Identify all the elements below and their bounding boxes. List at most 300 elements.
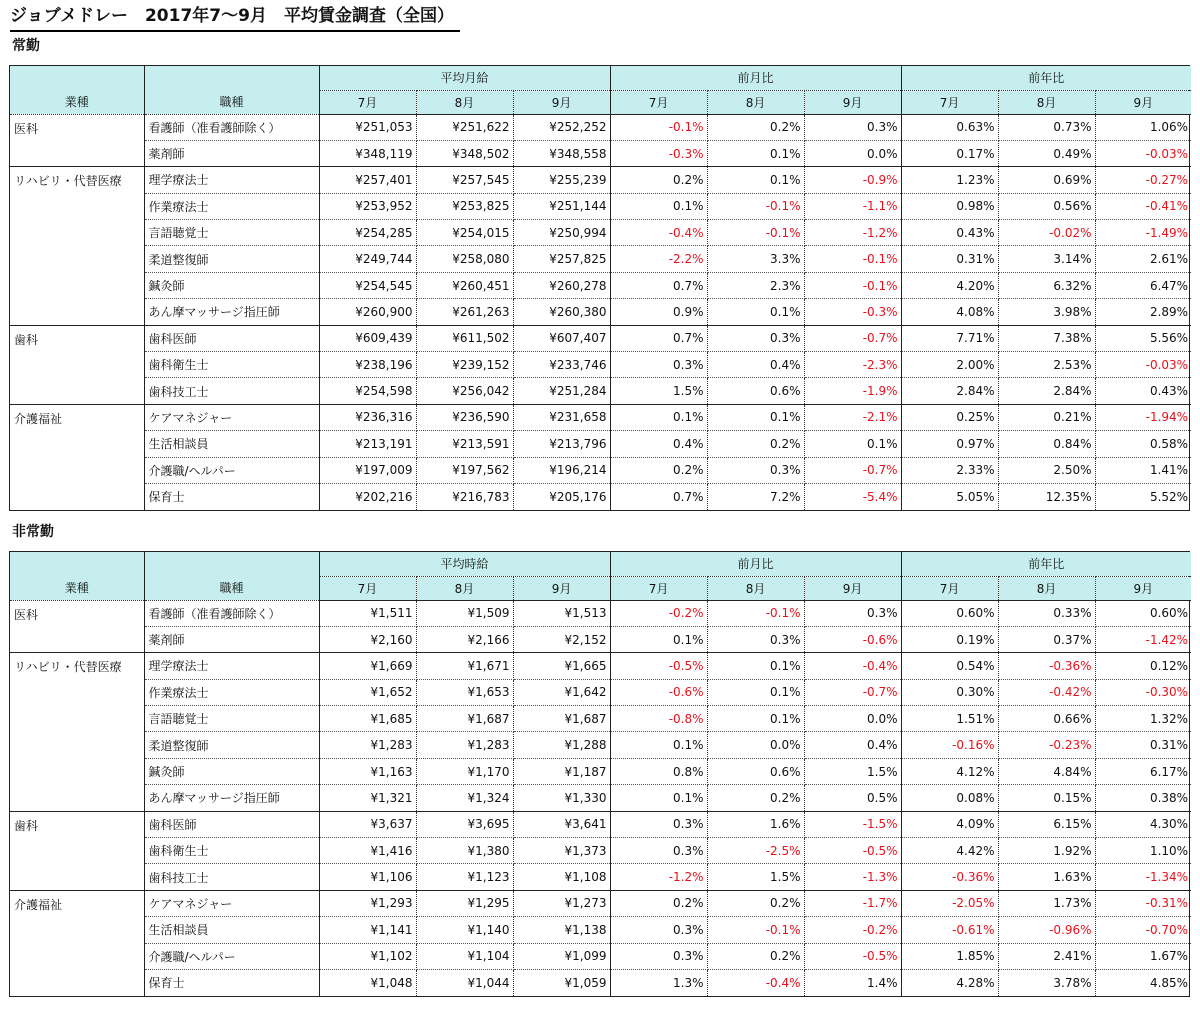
industry-cell [10,706,144,732]
mom-cell: 0.2% [707,890,804,916]
yoy-cell: 1.32% [1095,706,1191,732]
fulltime-table-wrapper [9,65,1190,511]
mom-cell: -1.7% [804,890,901,916]
job-cell: 柔道整復師 [144,732,319,758]
mom-cell: -2.3% [804,352,901,378]
wage-cell: ¥254,545 [319,272,416,298]
mom-cell: 0.1% [707,679,804,705]
yoy-cell: 2.33% [901,457,998,483]
industry-cell [10,917,144,943]
yoy-cell: 6.17% [1095,758,1191,784]
mom-cell: 0.3% [610,352,707,378]
mom-cell: 0.7% [610,272,707,298]
mom-cell: 1.4% [804,969,901,995]
yoy-cell: 0.33% [998,600,1095,626]
header-month: 9月 [1095,90,1191,114]
wage-cell: ¥239,152 [416,352,513,378]
yoy-cell: 0.21% [998,404,1095,430]
wage-cell: ¥254,285 [319,220,416,246]
mom-cell: -0.6% [804,626,901,652]
mom-cell: 0.0% [804,706,901,732]
mom-cell: 0.1% [610,626,707,652]
job-cell: 歯科衛生士 [144,838,319,864]
wage-cell: ¥254,598 [319,378,416,404]
header-yoy: 前年比 [901,66,1191,90]
yoy-cell: 0.25% [901,404,998,430]
mom-cell: 0.1% [707,653,804,679]
wage-cell: ¥251,284 [513,378,610,404]
section-title-parttime: 非常勤 [12,524,54,540]
table-row [10,272,1191,298]
yoy-cell: 6.47% [1095,272,1191,298]
wage-cell: ¥254,015 [416,220,513,246]
mom-cell: -0.1% [610,114,707,140]
mom-cell: 0.7% [610,483,707,509]
yoy-cell: 2.89% [1095,299,1191,325]
header-month: 7月 [901,90,998,114]
yoy-cell: -1.34% [1095,864,1191,890]
yoy-cell: -0.23% [998,732,1095,758]
mom-cell: 0.3% [610,917,707,943]
wage-cell: ¥348,502 [416,140,513,166]
industry-cell [10,352,144,378]
wage-cell: ¥3,637 [319,811,416,837]
wage-cell: ¥261,263 [416,299,513,325]
yoy-cell: 1.67% [1095,943,1191,969]
wage-cell: ¥1,138 [513,917,610,943]
wage-cell: ¥258,080 [416,246,513,272]
job-cell: 介護職/ヘルパー [144,457,319,483]
industry-cell [10,626,144,652]
wage-cell: ¥1,642 [513,679,610,705]
wage-cell: ¥3,641 [513,811,610,837]
header-mom: 前月比 [610,552,901,576]
table-row [10,140,1191,166]
mom-cell: 0.2% [610,167,707,193]
mom-cell: 0.3% [610,811,707,837]
wage-cell: ¥256,042 [416,378,513,404]
wage-cell: ¥205,176 [513,483,610,509]
table-row [10,167,1191,193]
industry-cell: 医科 [10,600,144,626]
mom-cell: 0.3% [610,943,707,969]
table-row [10,114,1191,140]
wage-cell: ¥1,283 [319,732,416,758]
wage-cell: ¥257,545 [416,167,513,193]
mom-cell: -0.7% [804,325,901,351]
wage-cell: ¥1,653 [416,679,513,705]
header-month: 8月 [707,576,804,600]
wage-cell: ¥1,511 [319,600,416,626]
mom-cell: -0.4% [610,220,707,246]
mom-cell: -0.8% [610,706,707,732]
job-cell: 理学療法士 [144,167,319,193]
wage-cell: ¥1,295 [416,890,513,916]
mom-cell: 0.9% [610,299,707,325]
header-month: 7月 [319,90,416,114]
industry-cell [10,457,144,483]
yoy-cell: 2.00% [901,352,998,378]
mom-cell: 0.3% [610,838,707,864]
yoy-cell: 2.61% [1095,246,1191,272]
wage-cell: ¥251,622 [416,114,513,140]
mom-cell: 1.5% [707,864,804,890]
yoy-cell: -0.96% [998,917,1095,943]
mom-cell: 3.3% [707,246,804,272]
yoy-cell: -1.94% [1095,404,1191,430]
yoy-cell: 1.51% [901,706,998,732]
wage-cell: ¥1,283 [416,732,513,758]
wage-cell: ¥260,451 [416,272,513,298]
wage-cell: ¥348,558 [513,140,610,166]
mom-cell: 0.2% [707,943,804,969]
yoy-cell: 2.84% [998,378,1095,404]
wage-cell: ¥1,669 [319,653,416,679]
header-wage: 平均時給 [319,552,610,576]
table-row [10,404,1191,430]
mom-cell: 0.0% [707,732,804,758]
yoy-cell: 3.78% [998,969,1095,995]
table-row [10,864,1191,890]
industry-cell [10,864,144,890]
yoy-cell: 0.31% [901,246,998,272]
mom-cell: 0.3% [707,626,804,652]
yoy-cell: 5.56% [1095,325,1191,351]
wage-cell: ¥231,658 [513,404,610,430]
yoy-cell: 0.08% [901,785,998,811]
mom-cell: 1.5% [804,758,901,784]
yoy-cell: 0.38% [1095,785,1191,811]
mom-cell: 0.1% [610,193,707,219]
table-row [10,600,1191,626]
yoy-cell: 0.17% [901,140,998,166]
mom-cell: 0.1% [707,167,804,193]
industry-cell [10,431,144,457]
mom-cell: 0.2% [707,431,804,457]
wage-cell: ¥1,273 [513,890,610,916]
yoy-cell: 1.10% [1095,838,1191,864]
mom-cell: 0.2% [610,457,707,483]
wage-cell: ¥233,746 [513,352,610,378]
job-cell: 生活相談員 [144,917,319,943]
header-industry: 業種 [10,552,144,600]
wage-cell: ¥1,685 [319,706,416,732]
wage-cell: ¥253,952 [319,193,416,219]
table-row [10,352,1191,378]
mom-cell: -0.1% [804,272,901,298]
mom-cell: -1.2% [804,220,901,246]
yoy-cell: 0.12% [1095,653,1191,679]
yoy-cell: -0.36% [998,653,1095,679]
yoy-cell: 0.63% [901,114,998,140]
mom-cell: -0.1% [707,917,804,943]
yoy-cell: 0.37% [998,626,1095,652]
wage-cell: ¥1,106 [319,864,416,890]
mom-cell: -2.2% [610,246,707,272]
yoy-cell: 0.97% [901,431,998,457]
mom-cell: 7.2% [707,483,804,509]
mom-cell: 0.7% [610,325,707,351]
wage-cell: ¥1,665 [513,653,610,679]
wage-cell: ¥236,590 [416,404,513,430]
wage-cell: ¥197,009 [319,457,416,483]
mom-cell: 0.4% [610,431,707,457]
mom-cell: -0.7% [804,457,901,483]
mom-cell: -0.5% [610,653,707,679]
mom-cell: 0.2% [707,785,804,811]
mom-cell: 1.3% [610,969,707,995]
mom-cell: -5.4% [804,483,901,509]
industry-cell: 介護福祉 [10,890,144,916]
yoy-cell: 3.98% [998,299,1095,325]
mom-cell: -2.1% [804,404,901,430]
job-cell: 歯科医師 [144,811,319,837]
header-month: 8月 [416,576,513,600]
wage-cell: ¥1,048 [319,969,416,995]
industry-cell [10,679,144,705]
mom-cell: -1.2% [610,864,707,890]
yoy-cell: -1.42% [1095,626,1191,652]
yoy-cell: 1.63% [998,864,1095,890]
header-month: 9月 [513,90,610,114]
yoy-cell: 6.15% [998,811,1095,837]
wage-cell: ¥1,687 [513,706,610,732]
mom-cell: 0.1% [804,431,901,457]
header-job: 職種 [144,552,319,600]
wage-cell: ¥197,562 [416,457,513,483]
yoy-cell: 0.56% [998,193,1095,219]
wage-cell: ¥202,216 [319,483,416,509]
header-month: 9月 [804,90,901,114]
header-month: 8月 [998,576,1095,600]
wage-cell: ¥1,288 [513,732,610,758]
yoy-cell: 1.73% [998,890,1095,916]
yoy-cell: -1.49% [1095,220,1191,246]
page-title: ジョブメドレー 2017年7〜9月 平均賃金調査（全国） [10,4,460,32]
yoy-cell: -0.16% [901,732,998,758]
mom-cell: 0.0% [804,140,901,166]
wage-cell: ¥260,278 [513,272,610,298]
job-cell: 歯科技工士 [144,864,319,890]
mom-cell: -0.4% [707,969,804,995]
mom-cell: 0.1% [707,140,804,166]
wage-cell: ¥257,825 [513,246,610,272]
table-row [10,706,1191,732]
industry-cell [10,140,144,166]
yoy-cell: 0.98% [901,193,998,219]
mom-cell: 0.6% [707,378,804,404]
industry-cell: リハビリ・代替医療 [10,167,144,193]
table-row [10,785,1191,811]
table-row [10,917,1191,943]
header-month: 9月 [513,576,610,600]
table-row [10,431,1191,457]
yoy-cell: 0.58% [1095,431,1191,457]
industry-cell: 歯科 [10,811,144,837]
yoy-cell: 6.32% [998,272,1095,298]
yoy-cell: -0.36% [901,864,998,890]
wage-cell: ¥3,695 [416,811,513,837]
yoy-cell: 7.71% [901,325,998,351]
yoy-cell: -0.42% [998,679,1095,705]
table-row [10,378,1191,404]
industry-cell [10,193,144,219]
wage-cell: ¥1,059 [513,969,610,995]
wage-cell: ¥250,994 [513,220,610,246]
yoy-cell: 0.43% [901,220,998,246]
wage-cell: ¥238,196 [319,352,416,378]
job-cell: 作業療法士 [144,193,319,219]
wage-cell: ¥1,187 [513,758,610,784]
table-row [10,193,1191,219]
yoy-cell: 0.60% [1095,600,1191,626]
job-cell: 鍼灸師 [144,272,319,298]
wage-cell: ¥2,166 [416,626,513,652]
wage-cell: ¥1,321 [319,785,416,811]
wage-cell: ¥251,144 [513,193,610,219]
wage-cell: ¥260,380 [513,299,610,325]
industry-cell: リハビリ・代替医療 [10,653,144,679]
table-row [10,890,1191,916]
mom-cell: -1.1% [804,193,901,219]
job-cell: ケアマネジャー [144,404,319,430]
table-row [10,838,1191,864]
job-cell: 保育士 [144,483,319,509]
mom-cell: -2.5% [707,838,804,864]
wage-cell: ¥609,439 [319,325,416,351]
wage-cell: ¥1,380 [416,838,513,864]
yoy-cell: -0.41% [1095,193,1191,219]
wage-cell: ¥1,293 [319,890,416,916]
job-cell: 生活相談員 [144,431,319,457]
job-cell: 言語聴覚士 [144,220,319,246]
parttime-table-wrapper [9,551,1190,997]
wage-cell: ¥260,900 [319,299,416,325]
yoy-cell: -2.05% [901,890,998,916]
yoy-cell: 4.08% [901,299,998,325]
yoy-cell: -0.02% [998,220,1095,246]
yoy-cell: 0.84% [998,431,1095,457]
yoy-cell: 12.35% [998,483,1095,509]
yoy-cell: 1.06% [1095,114,1191,140]
section-title-fulltime: 常勤 [12,38,40,54]
table-row [10,943,1191,969]
table-row [10,732,1191,758]
industry-cell [10,943,144,969]
job-cell: 薬剤師 [144,140,319,166]
job-cell: 歯科技工士 [144,378,319,404]
wage-cell: ¥1,044 [416,969,513,995]
mom-cell: 2.3% [707,272,804,298]
yoy-cell: 0.69% [998,167,1095,193]
mom-cell: -0.1% [804,246,901,272]
yoy-cell: -0.27% [1095,167,1191,193]
mom-cell: 0.1% [707,404,804,430]
industry-cell [10,272,144,298]
job-cell: ケアマネジャー [144,890,319,916]
table-row [10,457,1191,483]
industry-cell [10,378,144,404]
yoy-cell: 1.85% [901,943,998,969]
job-cell: 介護職/ヘルパー [144,943,319,969]
wage-cell: ¥1,373 [513,838,610,864]
industry-cell: 介護福祉 [10,404,144,430]
wage-cell: ¥252,252 [513,114,610,140]
mom-cell: -0.4% [804,653,901,679]
mom-cell: 0.6% [707,758,804,784]
mom-cell: -1.3% [804,864,901,890]
wage-cell: ¥1,140 [416,917,513,943]
industry-cell [10,732,144,758]
header-industry: 業種 [10,66,144,114]
header-mom: 前月比 [610,66,901,90]
yoy-cell: 4.12% [901,758,998,784]
yoy-cell: 2.53% [998,352,1095,378]
mom-cell: -0.2% [610,600,707,626]
yoy-cell: 0.15% [998,785,1095,811]
table-row [10,811,1191,837]
header-month: 7月 [901,576,998,600]
yoy-cell: 1.41% [1095,457,1191,483]
mom-cell: 1.5% [610,378,707,404]
wage-cell: ¥1,123 [416,864,513,890]
wage-cell: ¥611,502 [416,325,513,351]
industry-cell [10,758,144,784]
table-row [10,969,1191,995]
wage-cell: ¥255,239 [513,167,610,193]
table-row [10,220,1191,246]
wage-cell: ¥1,099 [513,943,610,969]
industry-cell [10,969,144,995]
wage-cell: ¥213,591 [416,431,513,457]
industry-cell: 医科 [10,114,144,140]
mom-cell: -0.3% [610,140,707,166]
job-cell: 歯科衛生士 [144,352,319,378]
job-cell: 看護師（准看護師除く） [144,114,319,140]
header-month: 8月 [707,90,804,114]
yoy-cell: 4.20% [901,272,998,298]
yoy-cell: 4.42% [901,838,998,864]
mom-cell: 0.3% [707,325,804,351]
table-row [10,626,1191,652]
mom-cell: -0.9% [804,167,901,193]
table-row [10,653,1191,679]
job-cell: 看護師（准看護師除く） [144,600,319,626]
wage-cell: ¥213,191 [319,431,416,457]
mom-cell: -0.1% [707,220,804,246]
header-month: 8月 [416,90,513,114]
table-row [10,679,1191,705]
mom-cell: 0.2% [707,114,804,140]
mom-cell: 0.1% [707,299,804,325]
wage-cell: ¥1,170 [416,758,513,784]
yoy-cell: 4.30% [1095,811,1191,837]
industry-cell [10,220,144,246]
wage-cell: ¥1,163 [319,758,416,784]
mom-cell: -0.1% [707,193,804,219]
industry-cell [10,299,144,325]
header-month: 7月 [319,576,416,600]
wage-cell: ¥257,401 [319,167,416,193]
mom-cell: -0.7% [804,679,901,705]
wage-cell: ¥236,316 [319,404,416,430]
fulltime-wage-table [10,66,1191,510]
yoy-cell: -0.30% [1095,679,1191,705]
yoy-cell: 5.52% [1149,489,1189,504]
yoy-cell: 2.84% [901,378,998,404]
mom-cell: -1.5% [804,811,901,837]
yoy-cell: 1.23% [901,167,998,193]
